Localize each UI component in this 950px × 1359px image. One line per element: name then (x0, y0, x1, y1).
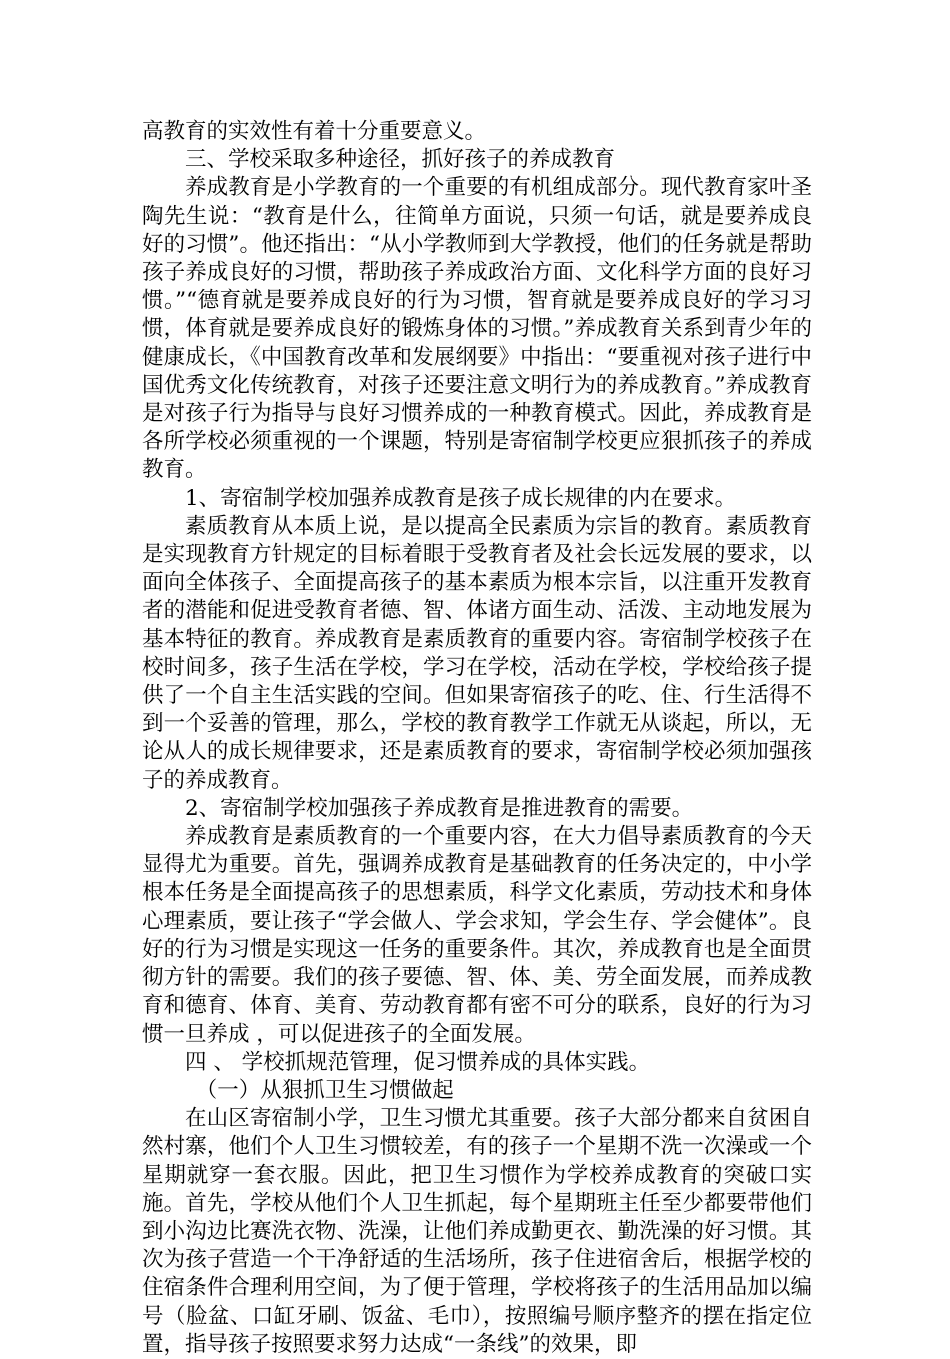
document-page (142, 118, 812, 1359)
subsection-heading-2: 2、寄宿制学校加强孩子养成教育是推进教育的需要。 (185, 795, 694, 821)
paragraph-body: 素质教育从本质上说，是以提高全民素质为宗旨的教育。素质教育是实现教育方针规定的目标着眼于受教育者及社会长远发展的要求，以面向全体孩子、全面提高孩子的基本素质为根本宗旨，以注重开发教育者的潜能和促进受教育者德、智、体诸方面生动、活泼、主动地发展为基本特征的教育。养成教育是素质教育的重要内容。寄宿制学校孩子在校时间多，孩子生活在学校，学习在学校，活动在学校，学校给孩子提供了一个自主生活实践的空间。但如果寄宿孩子的吃、住、行生活得不到一个妥善的管理，那么，学校的教育教学工作就无从谈起，所以，无论从人的成长规律要求，还是素质教育的要求，寄宿制学校必须加强孩子的养成教育。 (142, 513, 812, 793)
paragraph-continuation: 高教育的实效性有着十分重要意义。 (142, 119, 487, 144)
subsection-heading-1: 1、寄宿制学校加强养成教育是孩子成长规律的内在要求。 (185, 485, 737, 511)
paragraph-body: 在山区寄宿制小学，卫生习惯尤其重要。孩子大部分都来自贫困自然村寨，他们个人卫生习惯较差，有的孩子一个星期不洗一次澡或一个星期就穿一套衣服。因此，把卫生习惯作为学校养成教育的突破口实施。首先，学校从他们个人卫生抓起，每个星期班主任至少都要带他们到小沟边比赛洗衣物、洗澡，让他们养成勤更衣、勤洗澡的好习惯。其次为孩子营造一个干净舒适的生活场所，孩子住进宿舍后，根据学校的住宿条件合理利用空间，为了便于管理，学校将孩子的生活用品加以编号（脸盆、口缸牙刷、饭盆、毛巾），按照编号顺序整齐的摆在指定位置，指导孩子按照要求努力达成“一条线”的效果，即 (142, 1106, 812, 1357)
paragraph-body: 养成教育是小学教育的一个重要的有机组成部分。现代教育家叶圣陶先生说：“教育是什么，往简单方面说，只须一句话，就是要养成良好的习惯”。他还指出：“从小学教师到大学教授，他们的任务就是帮助孩子养成良好的习惯，帮助孩子养成政治方面、文化科学方面的良好习惯。”“德育就是要养成良好的行为习惯，智育就是要养成良好的学习习惯，体育就是要养成良好的锻炼身体的习惯。”养成教育关系到青少年的健康成长，《中国教育改革和发展纲要》中指出：“要重视对孩子进行中国优秀文化传统教育，对孩子还要注意文明行为的养成教育。”养成教育是对孩子行为指导与良好习惯养成的一种教育模式。因此，养成教育是各所学校必须重视的一个课题，特别是寄宿制学校更应狠抓孩子的养成教育。 (142, 175, 812, 483)
section-heading-3: 三、学校采取多种途径，抓好孩子的养成教育 (185, 147, 616, 173)
section-heading-4: 四 、 学校抓规范管理，促习惯养成的具体实践。 (185, 1049, 651, 1075)
subsection-heading-one: （一）从狠抓卫生习惯做起 (195, 1077, 454, 1103)
paragraph-body: 养成教育是素质教育的一个重要内容，在大力倡导素质教育的今天显得尤为重要。首先，强调养成教育是基础教育的任务决定的，中小学根本任务是全面提高孩子的思想素质，科学文化素质，劳动技术和身体心理素质，要让孩子“学会做人、学会求知，学会生存、学会健体”。良好的行为习惯是实现这一任务的重要条件。其次，养成教育也是全面贯彻方针的需要。我们的孩子要德、智、体、美、劳全面发展，而养成教育和德育、体育、美育、劳动教育都有密不可分的联系，良好的行为习惯一旦养成 ，可以促进孩子的全面发展。 (142, 824, 812, 1047)
